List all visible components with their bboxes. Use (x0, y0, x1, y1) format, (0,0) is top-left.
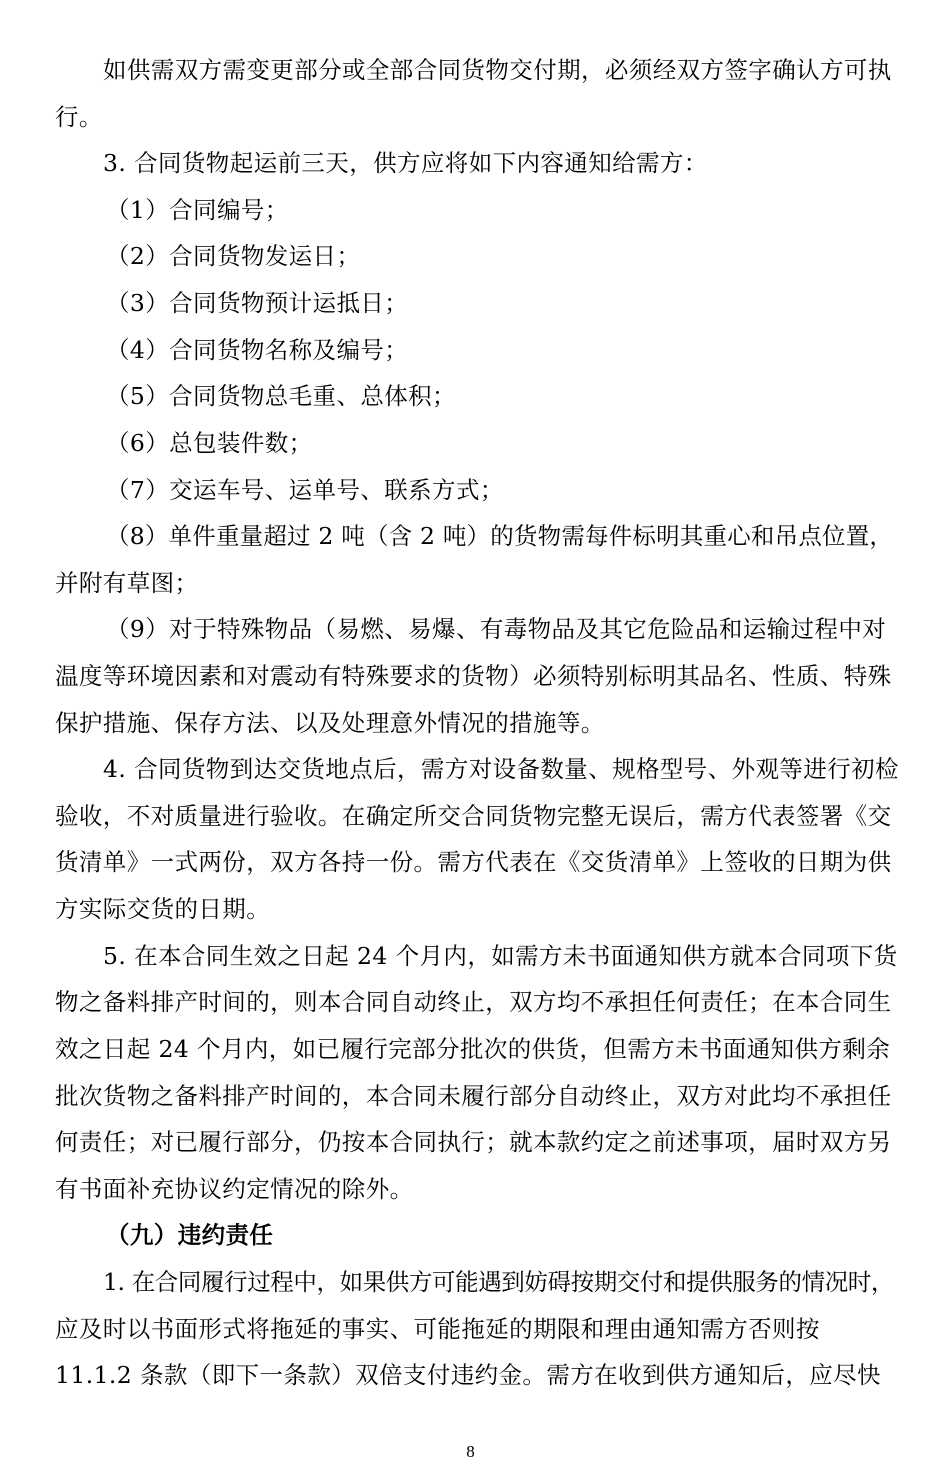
paragraph-line: 批次货物之备料排产时间的，本合同未履行部分自动终止，双方对此均不承担任 (55, 1082, 892, 1110)
paragraph-line: 货清单》一式两份，双方各持一份。需方代表在《交货清单》上签收的日期为供 (55, 848, 892, 876)
list-item: （8）单件重量超过 2 吨（含 2 吨）的货物需每件标明其重心和吊点位置， (106, 522, 894, 550)
list-item: （3）合同货物预计运抵日； (106, 289, 409, 317)
paragraph-line: 效之日起 24 个月内，如已履行完部分批次的供货，但需方未书面通知供方剩余 (55, 1035, 891, 1063)
list-item: （2）合同货物发运日； (106, 242, 361, 270)
paragraph-line: 验收，不对质量进行验收。在确定所交合同货物完整无误后，需方代表签署《交 (55, 802, 892, 830)
section-heading: （九）违约责任 (106, 1221, 274, 1249)
list-item: （1）合同编号； (106, 196, 289, 224)
paragraph-line: 何责任；对已履行部分，仍按本合同执行；就本款约定之前述事项，届时双方另 (55, 1128, 892, 1156)
list-item: （4）合同货物名称及编号； (106, 336, 409, 364)
paragraph-line: 5. 在本合同生效之日起 24 个月内，如需方未书面通知供方就本合同项下货 (103, 942, 898, 970)
paragraph-line: 如供需双方需变更部分或全部合同货物交付期，必须经双方签字确认方可执 (103, 56, 892, 84)
paragraph-line: 温度等环境因素和对震动有特殊要求的货物）必须特别标明其品名、性质、特殊 (55, 662, 892, 690)
paragraph-line: 11.1.2 条款（即下一条款）双倍支付违约金。需方在收到供方通知后，应尽快 (55, 1361, 881, 1389)
page-number: 8 (466, 1442, 475, 1461)
paragraph-line: 有书面补充协议约定情况的除外。 (55, 1175, 414, 1203)
paragraph-line: 行。 (55, 103, 103, 131)
list-item: （9）对于特殊物品（易燃、易爆、有毒物品及其它危险品和运输过程中对 (106, 615, 887, 643)
paragraph-line: 应及时以书面形式将拖延的事实、可能拖延的期限和理由通知需方否则按 (55, 1315, 820, 1343)
paragraph-line: 1. 在合同履行过程中，如果供方可能遇到妨碍按期交付和提供服务的情况时， (103, 1268, 894, 1296)
paragraph-line: 物之备料排产时间的，则本合同自动终止，双方均不承担任何责任；在本合同生 (55, 988, 892, 1016)
paragraph-line: 保护措施、保存方法、以及处理意外情况的措施等。 (55, 709, 605, 737)
list-item: （6）总包装件数； (106, 429, 313, 457)
paragraph-line: 3. 合同货物起运前三天，供方应将如下内容通知给需方： (103, 149, 708, 177)
paragraph-line: 4. 合同货物到达交货地点后，需方对设备数量、规格型号、外观等进行初检 (103, 755, 899, 783)
paragraph-line: 方实际交货的日期。 (55, 895, 271, 923)
list-item: （7）交运车号、运单号、联系方式； (106, 476, 504, 504)
list-item: （5）合同货物总毛重、总体积； (106, 382, 456, 410)
paragraph-line: 并附有草图； (55, 569, 199, 597)
